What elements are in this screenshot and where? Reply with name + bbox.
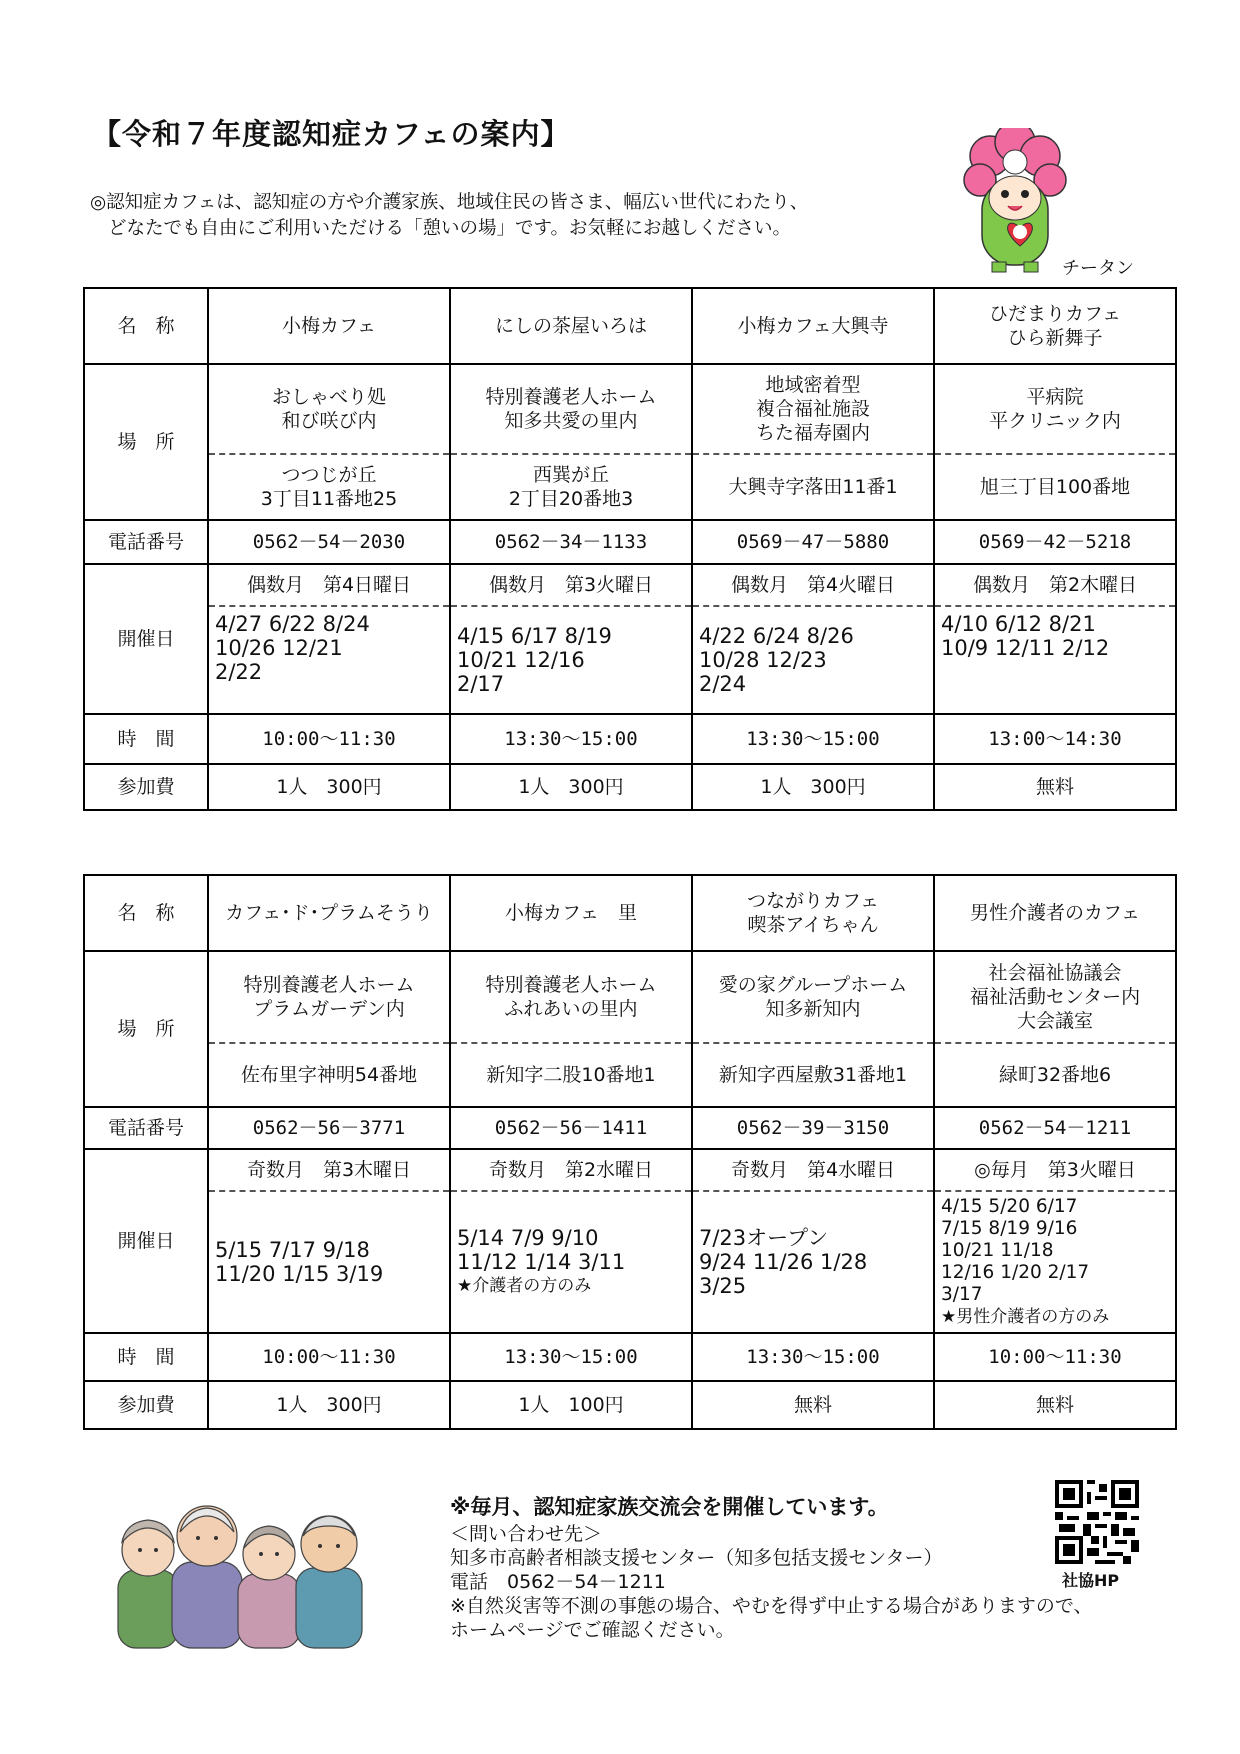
cafe-phone: 0562－54－2030 xyxy=(208,520,450,564)
schedule-row xyxy=(84,1149,1176,1191)
name-row xyxy=(84,875,1176,951)
cafe-name: カフェ･ド･プラムそうり xyxy=(208,875,450,951)
cafe-phone: 0569－47－5880 xyxy=(692,520,934,564)
venue-row xyxy=(84,364,1176,454)
cafe-phone: 0562－34－1133 xyxy=(450,520,692,564)
cafe-time: 13:30～15:00 xyxy=(450,1333,692,1381)
cafe-venue: おしゃべり処 和び咲び内 xyxy=(208,364,450,454)
schedule-row xyxy=(84,564,1176,606)
time-row xyxy=(84,714,1176,764)
cafe-phone: 0562－39－3150 xyxy=(692,1107,934,1149)
cafe-address: つつじが丘 3丁目11番地25 xyxy=(208,454,450,520)
cafe-table-1 xyxy=(83,287,1177,811)
label-phone: 電話番号 xyxy=(84,1107,208,1149)
cafe-time: 13:30～15:00 xyxy=(692,1333,934,1381)
contact-block xyxy=(450,1522,1093,1642)
address-row xyxy=(84,454,1176,520)
cafe-schedule: ◎毎月 第3火曜日 xyxy=(934,1149,1176,1191)
cafe-fee: 1人 300円 xyxy=(450,764,692,810)
cafe-time: 10:00～11:30 xyxy=(208,1333,450,1381)
family-meeting-notice: ※毎月、認知症家族交流会を開催しています。 xyxy=(450,1495,889,1519)
cafe-dates: 4/22 6/24 8/26 10/28 12/23 2/24 xyxy=(692,606,934,714)
cafe-name: にしの茶屋いろは xyxy=(450,288,692,364)
cafe-fee: 無料 xyxy=(692,1381,934,1429)
intro-text xyxy=(90,190,808,242)
cafe-dates: 4/15 5/20 6/17 7/15 8/19 9/16 10/21 11/18 12/16 1/20 2/17 3/17 ★男性介護者の方のみ xyxy=(934,1191,1176,1333)
cafe-fee: 無料 xyxy=(934,764,1176,810)
fee-row xyxy=(84,764,1176,810)
label-date: 開催日 xyxy=(84,564,208,714)
cafe-venue: 特別養護老人ホーム ふれあいの里内 xyxy=(450,951,692,1043)
cafe-time: 10:00～11:30 xyxy=(934,1333,1176,1381)
label-place: 場 所 xyxy=(84,951,208,1107)
cafe-venue: 特別養護老人ホーム 知多共愛の里内 xyxy=(450,364,692,454)
cafe-dates: 4/15 6/17 8/19 10/21 12/16 2/17 xyxy=(450,606,692,714)
cafe-venue: 平病院 平クリニック内 xyxy=(934,364,1176,454)
cafe-name: 小梅カフェ大興寺 xyxy=(692,288,934,364)
cafe-phone: 0569－42－5218 xyxy=(934,520,1176,564)
label-date: 開催日 xyxy=(84,1149,208,1333)
notice-line-2: ホームページでご確認ください。 xyxy=(450,1619,735,1641)
cafe-schedule: 偶数月 第2木曜日 xyxy=(934,564,1176,606)
contact-org: 知多市高齢者相談支援センター（知多包括支援センター） xyxy=(450,1547,943,1569)
cafe-time: 10:00～11:30 xyxy=(208,714,450,764)
dates-row xyxy=(84,1191,1176,1333)
cafe-name: つながりカフェ 喫茶アイちゃん xyxy=(692,875,934,951)
cafe-venue: 社会福祉協議会 福祉活動センター内 大会議室 xyxy=(934,951,1176,1043)
cafe-time: 13:30～15:00 xyxy=(450,714,692,764)
cafe-phone: 0562－56－3771 xyxy=(208,1107,450,1149)
qr-code-icon[interactable] xyxy=(1055,1480,1139,1564)
seniors-illustration-icon xyxy=(110,1492,370,1652)
cafe-address: 大興寺字落田11番1 xyxy=(692,454,934,520)
label-name: 名 称 xyxy=(84,288,208,364)
label-fee: 参加費 xyxy=(84,764,208,810)
cafe-name: 小梅カフェ 里 xyxy=(450,875,692,951)
cafe-address: 新知字西屋敷31番地1 xyxy=(692,1043,934,1107)
cafe-phone: 0562－54－1211 xyxy=(934,1107,1176,1149)
notice-line-1: ※自然災害等不測の事態の場合、やむを得ず中止する場合がありますので、 xyxy=(450,1595,1093,1617)
cafe-dates: 5/14 7/9 9/10 11/12 1/14 3/11 ★介護者の方のみ xyxy=(450,1191,692,1333)
cafe-schedule: 奇数月 第4水曜日 xyxy=(692,1149,934,1191)
label-time: 時 間 xyxy=(84,1333,208,1381)
cafe-dates: 4/27 6/22 8/24 10/26 12/21 2/22 xyxy=(208,606,450,714)
label-phone: 電話番号 xyxy=(84,520,208,564)
mascot-name: チータン xyxy=(1062,258,1134,279)
cafe-schedule: 奇数月 第2水曜日 xyxy=(450,1149,692,1191)
cafe-name: 小梅カフェ xyxy=(208,288,450,364)
cafe-table-2 xyxy=(83,874,1177,1430)
cafe-fee: 1人 100円 xyxy=(450,1381,692,1429)
cafe-dates: 7/23オープン 9/24 11/26 1/28 3/25 xyxy=(692,1191,934,1333)
dates-row xyxy=(84,606,1176,714)
cafe-fee: 無料 xyxy=(934,1381,1176,1429)
cafe-schedule: 偶数月 第4火曜日 xyxy=(692,564,934,606)
cafe-name: 男性介護者のカフェ xyxy=(934,875,1176,951)
cafe-venue: 特別養護老人ホーム プラムガーデン内 xyxy=(208,951,450,1043)
page-title: 【令和７年度認知症カフェの案内】 xyxy=(92,117,571,151)
label-place: 場 所 xyxy=(84,364,208,520)
cafe-time: 13:00～14:30 xyxy=(934,714,1176,764)
cafe-venue: 地域密着型 複合福祉施設 ちた福寿園内 xyxy=(692,364,934,454)
cafe-schedule: 偶数月 第4日曜日 xyxy=(208,564,450,606)
cafe-fee: 1人 300円 xyxy=(208,764,450,810)
label-time: 時 間 xyxy=(84,714,208,764)
cafe-address: 緑町32番地6 xyxy=(934,1043,1176,1107)
cafe-dates: 5/15 7/17 9/18 11/20 1/15 3/19 xyxy=(208,1191,450,1333)
cafe-address: 旭三丁目100番地 xyxy=(934,454,1176,520)
contact-phone: 電話 0562－54－1211 xyxy=(450,1571,666,1593)
time-row xyxy=(84,1333,1176,1381)
intro-line-2: どなたでも自由にご利用いただける「憩いの場」です。お気軽にお越しください。 xyxy=(108,218,792,239)
cafe-fee: 1人 300円 xyxy=(692,764,934,810)
cafe-time: 13:30～15:00 xyxy=(692,714,934,764)
cafe-phone: 0562－56－1411 xyxy=(450,1107,692,1149)
cafe-name: ひだまりカフェ ひら新舞子 xyxy=(934,288,1176,364)
cafe-schedule: 奇数月 第3木曜日 xyxy=(208,1149,450,1191)
label-name: 名 称 xyxy=(84,875,208,951)
fee-row xyxy=(84,1381,1176,1429)
cafe-dates: 4/10 6/12 8/21 10/9 12/11 2/12 xyxy=(934,606,1176,714)
contact-heading: ＜問い合わせ先＞ xyxy=(450,1523,603,1545)
cafe-fee: 1人 300円 xyxy=(208,1381,450,1429)
intro-line-1: ◎認知症カフェは、認知症の方や介護家族、地域住民の皆さま、幅広い世代にわたり、 xyxy=(90,192,809,213)
cafe-venue: 愛の家グループホーム 知多新知内 xyxy=(692,951,934,1043)
mascot-flower-character-icon xyxy=(950,128,1080,278)
venue-row xyxy=(84,951,1176,1043)
qr-label: 社協HP xyxy=(1062,1571,1120,1590)
cafe-address: 佐布里字神明54番地 xyxy=(208,1043,450,1107)
cafe-address: 新知字二股10番地1 xyxy=(450,1043,692,1107)
label-fee: 参加費 xyxy=(84,1381,208,1429)
cafe-schedule: 偶数月 第3火曜日 xyxy=(450,564,692,606)
phone-row xyxy=(84,520,1176,564)
cafe-address: 西巽が丘 2丁目20番地3 xyxy=(450,454,692,520)
address-row xyxy=(84,1043,1176,1107)
name-row xyxy=(84,288,1176,364)
phone-row xyxy=(84,1107,1176,1149)
